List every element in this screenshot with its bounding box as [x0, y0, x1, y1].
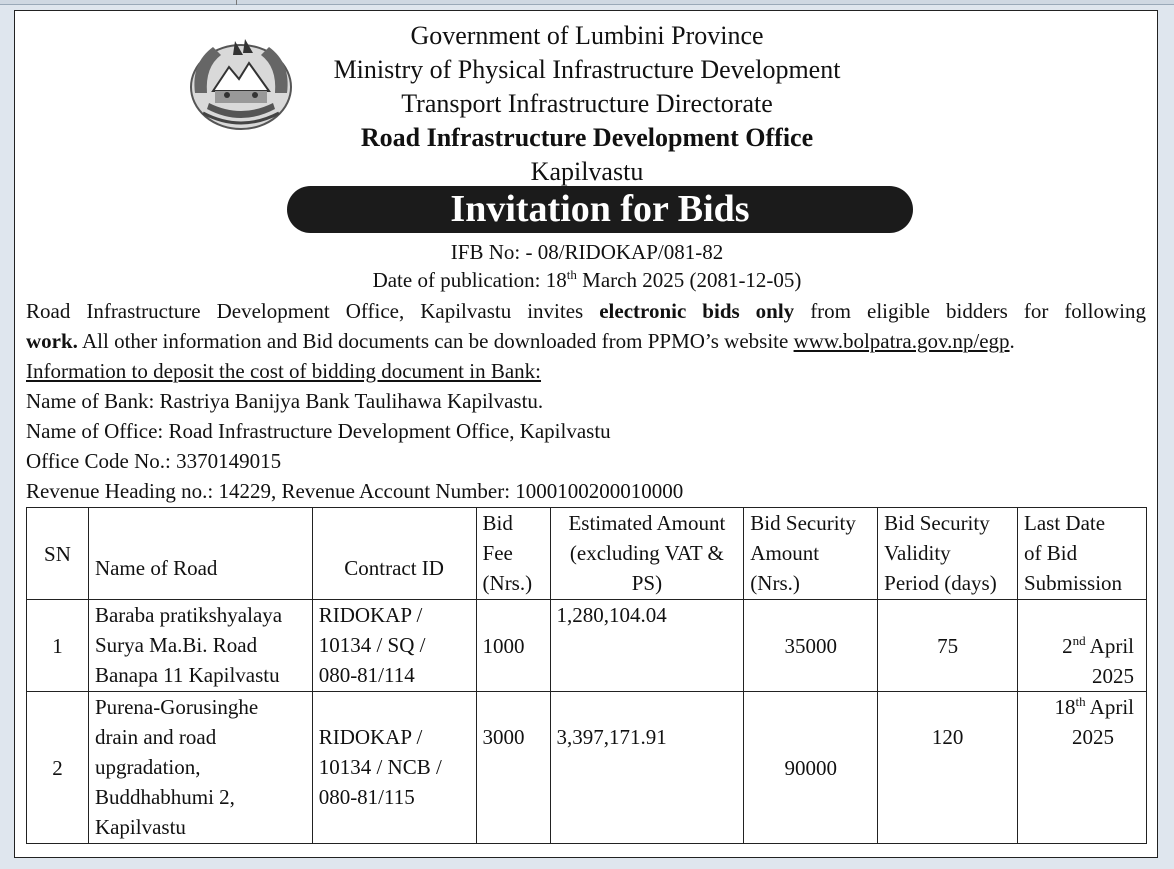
row1-security: 35000 [744, 600, 878, 692]
notice-body [26, 296, 1146, 506]
header-contract: Contract ID [312, 508, 476, 600]
office-code: Office Code No.: 3370149015 [26, 449, 282, 473]
header-road: Name of Road [88, 508, 312, 600]
row1-estimate: 1,280,104.04 [550, 600, 744, 692]
table-row [27, 692, 1147, 844]
table-row [27, 600, 1147, 692]
revenue-info: Revenue Heading no.: 14229, Revenue Account Number: 1000100200010000 [26, 479, 684, 503]
intro-line-1: Road Infrastructure Development Office, Kapilvastu invites electronic bids only from eligible bidders for following [26, 299, 1146, 323]
directorate-line: Transport Infrastructure Directorate [401, 89, 773, 118]
row2-validity: 120 [878, 692, 1018, 844]
header-security: Bid Security Amount (Nrs.) [744, 508, 878, 600]
row2-contract: RIDOKAP / 10134 / NCB / 080-81/115 [312, 692, 476, 844]
bolpatra-link[interactable]: www.bolpatra.gov.np/egp [793, 329, 1010, 353]
row1-contract: RIDOKAP / 10134 / SQ / 080-81/114 [312, 600, 476, 692]
row2-security: 90000 [744, 692, 878, 844]
office-line: Road Infrastructure Development Office [360, 123, 814, 152]
header-fee: Bid Fee (Nrs.) [476, 508, 550, 600]
row2-estimate: 3,397,171.91 [550, 692, 744, 844]
row2-sn: 2 [27, 692, 89, 844]
header-sn: SN [27, 508, 89, 600]
row1-last-date: 2nd April 2025 [1018, 600, 1147, 692]
top-rule [0, 0, 1174, 5]
table-header-row [27, 508, 1147, 600]
publication-date: Date of publication: 18th March 2025 (2081-12-05) [372, 267, 802, 292]
office-header [15, 19, 1159, 189]
notice-page [14, 10, 1158, 858]
ifb-block [15, 238, 1159, 294]
bank-info-heading: Information to deposit the cost of bidding document in Bank: [26, 359, 542, 383]
ifb-number: IFB No: - 08/RIDOKAP/081-82 [450, 240, 724, 264]
intro-line-2: work. All other information and Bid documents can be downloaded from PPMO’s website www.bolpatra.gov.np/egp. [26, 329, 1015, 353]
row2-fee: 3000 [476, 692, 550, 844]
header-last-date: Last Date of Bid Submission [1018, 508, 1147, 600]
row1-sn: 1 [27, 600, 89, 692]
bank-name: Name of Bank: Rastriya Banijya Bank Taulihawa Kapilvastu. [26, 389, 544, 413]
office-name: Name of Office: Road Infrastructure Development Office, Kapilvastu [26, 419, 611, 443]
government-line: Government of Lumbini Province [410, 21, 764, 50]
ministry-line: Ministry of Physical Infrastructure Development [333, 55, 841, 84]
row2-road: Purena-Gorusinghe drain and road upgradation, Buddhabhumi 2, Kapilvastu [88, 692, 312, 844]
header-estimate: Estimated Amount (excluding VAT & PS) [550, 508, 744, 600]
row1-road: Baraba pratikshyalaya Surya Ma.Bi. Road Banapa 11 Kapilvastu [88, 600, 312, 692]
row1-fee: 1000 [476, 600, 550, 692]
bids-table [26, 507, 1147, 844]
row2-last-date: 18th April 2025 [1018, 692, 1147, 844]
row1-validity: 75 [878, 600, 1018, 692]
title-banner: Invitation for Bids [287, 186, 913, 233]
header-validity: Bid Security Validity Period (days) [878, 508, 1018, 600]
district-line: Kapilvastu [530, 157, 644, 186]
